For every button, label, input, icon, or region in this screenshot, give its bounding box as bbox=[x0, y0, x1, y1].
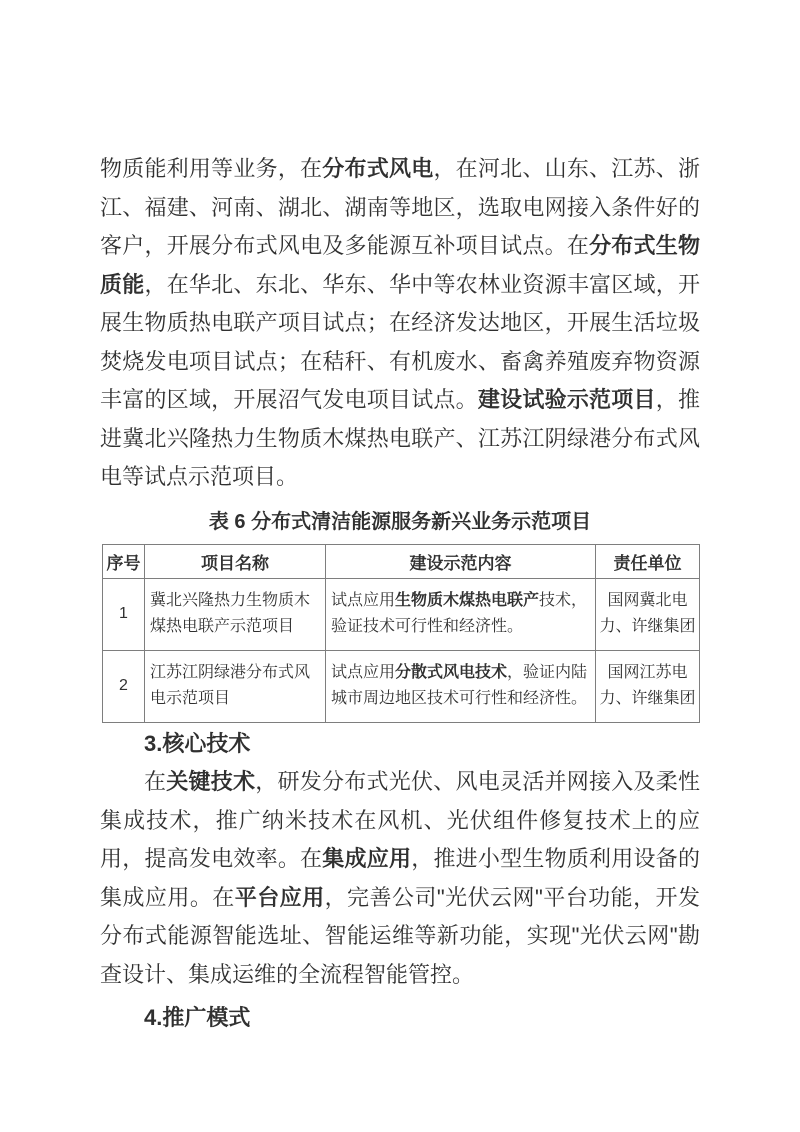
table-caption: 表 6 分布式清洁能源服务新兴业务示范项目 bbox=[208, 510, 592, 533]
text-run: ，在河北、山东、江苏、浙江、福建、河南、湖北、湖南等地区，选取电网接入条件好的客户，开展分布式风电及多能源互补项目试点。在 bbox=[100, 156, 700, 258]
row2-content bbox=[326, 650, 596, 722]
bold-text-run: 建设试验示范项目 bbox=[477, 387, 656, 412]
text-run: 试点应用 bbox=[331, 592, 396, 609]
row1-no: 1 bbox=[103, 578, 145, 650]
row2-name: 江苏江阴绿港分布式风电示范项目 bbox=[145, 650, 326, 722]
text-run: 在 bbox=[144, 769, 167, 794]
table-row bbox=[103, 650, 700, 722]
body-paragraph-1 bbox=[100, 150, 700, 497]
row1-name: 冀北兴隆热力生物质木煤热电联产示范项目 bbox=[145, 578, 326, 650]
text-run: ，验证内陆城市周边地区技术可行性和经济性。 bbox=[331, 664, 588, 707]
body-paragraph-core-technology bbox=[100, 763, 700, 994]
bold-text-run: 关键技术 bbox=[166, 769, 256, 794]
text-run: ，推进小型生物质利用设备的集成应用。在 bbox=[100, 846, 700, 910]
row1-content bbox=[326, 578, 596, 650]
bold-text-run: 平台应用 bbox=[234, 884, 325, 910]
text-run: ，推进冀北兴隆热力生物质木煤热电联产、江苏江阴绿港分布式风电等试点示范项目。 bbox=[100, 387, 700, 489]
table-row bbox=[103, 578, 700, 650]
bold-text-run: 集成应用 bbox=[322, 846, 412, 871]
header-cell-content: 建设示范内容 bbox=[326, 544, 596, 578]
row2-unit: 国网江苏电力、许继集团 bbox=[596, 650, 700, 722]
section-heading-promotion-model: 4.推广模式 bbox=[144, 1005, 251, 1030]
projects-table bbox=[102, 544, 700, 723]
row2-no: 2 bbox=[103, 650, 145, 722]
text-run: ，在华北、东北、华东、华中等农林业资源丰富区域，开展生物质热电联产项目试点；在经济发达地区，开展生活垃圾焚烧发电项目试点；在秸秆、有机废水、畜禽养殖废弃物资源丰富的区域，开展沼气发电项目试点。 bbox=[100, 271, 700, 412]
header-cell-unit: 责任单位 bbox=[596, 544, 700, 578]
bold-text-run: 分布式生物质能 bbox=[100, 233, 700, 297]
text-run: ，研发分布式光伏、风电灵活并网接入及柔性集成技术，推广纳米技术在风机、光伏组件修复技术上的应用，提高发电效率。在 bbox=[100, 769, 700, 871]
text-run: ，完善公司"光伏云网"平台功能，开发分布式能源智能选址、智能运维等新功能，实现"光伏云网"勘查设计、集成运维的全流程智能管控。 bbox=[100, 884, 700, 987]
table-header-row bbox=[103, 544, 700, 578]
text-run: 试点应用 bbox=[331, 664, 396, 681]
header-cell-no: 序号 bbox=[103, 544, 145, 578]
bold-text-run: 分散式风电技术 bbox=[395, 664, 508, 681]
header-cell-name: 项目名称 bbox=[145, 544, 326, 578]
bold-text-run: 分布式风电 bbox=[322, 156, 434, 181]
text-run: 技术，验证技术可行性和经济性。 bbox=[331, 592, 588, 635]
row1-unit: 国网冀北电力、许继集团 bbox=[596, 578, 700, 650]
section-heading-core-technology: 3.核心技术 bbox=[144, 730, 251, 756]
text-run: 物质能利用等业务，在 bbox=[100, 156, 323, 181]
document-content bbox=[100, 150, 700, 1038]
bold-text-run: 生物质木煤热电联产 bbox=[395, 592, 540, 609]
